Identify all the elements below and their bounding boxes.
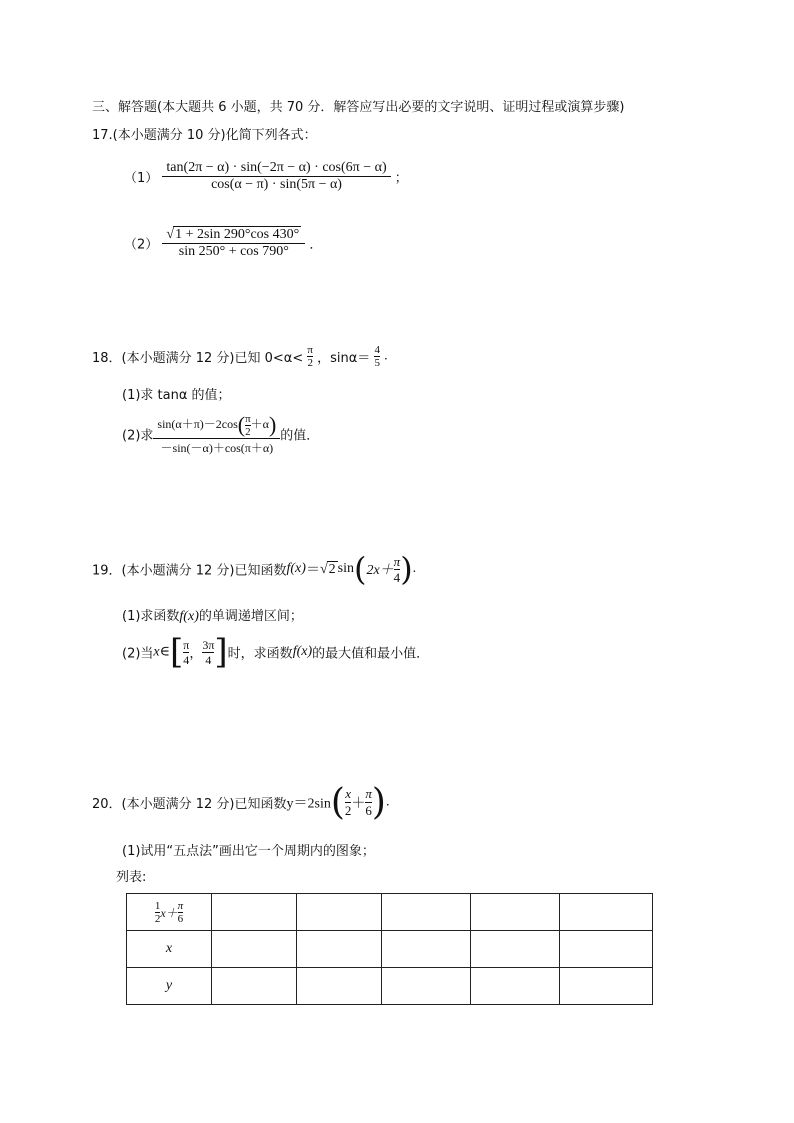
row-header-phase [127, 894, 212, 931]
q18-p2-label: (2)求 [122, 428, 154, 444]
table-cell[interactable] [297, 894, 382, 931]
table-cell[interactable] [212, 968, 297, 1005]
q18-four-fifths [374, 344, 380, 369]
q18-p2-fraction [153, 412, 280, 456]
q19-p2-a: (2)当 [122, 646, 154, 662]
table-cell[interactable] [471, 968, 560, 1005]
q19-four: 4 [393, 569, 401, 585]
table-cell[interactable] [560, 894, 653, 931]
q19-p2-b: 时，求函数 [227, 646, 293, 662]
q18-p2-pi: π [245, 412, 251, 425]
q20-x: x [345, 786, 352, 801]
row1-pi: π [177, 899, 184, 912]
table-cell[interactable] [471, 931, 560, 968]
q17-p1-denominator: cos(α − π) · sin(5π − α) [211, 177, 342, 192]
q19-p2-l-den: 4 [183, 652, 190, 667]
q19-part2: (2)当$x\in[\frac{\pi}{4}$，$\frac{3\pi}{4}$]时，求函数f(x)的最大值和最小值． [122, 632, 430, 672]
q19-p2-right [202, 638, 214, 667]
row1-half-den: 2 [154, 912, 161, 925]
q17-p1-numerator: tan(2π − α) · sin(−2π − α) · cos(6π − α) [166, 160, 387, 175]
q20-stem-end: . [385, 794, 390, 810]
q19-p2-r-num: 3π [202, 637, 215, 652]
q17-p1-label: （1） [124, 171, 159, 186]
q17-p1-end: ； [394, 171, 408, 186]
table-cell[interactable] [382, 894, 471, 931]
q18-p2-num-a: sin(α＋π)－2cos [157, 416, 238, 431]
row1-pi-over-6 [178, 900, 184, 925]
q20-pi: π [365, 786, 372, 801]
q17-stem: 17.(本小题满分 10 分)化简下列各式： [92, 128, 317, 143]
table-cell[interactable] [382, 968, 471, 1005]
q18-stem-end: . [384, 348, 388, 364]
q18-p2-num-b: ＋α [250, 416, 269, 431]
q19-p2-l-num: π [183, 637, 190, 652]
q17-p2-label: （2） [124, 237, 159, 253]
q19-p1-a: (1)求函数 [122, 609, 180, 624]
q19-stem: 19．(本小题满分 12 分)已知函数f(x)＝√2 $\sin(2x+\frac{\pi}{4})$. [92, 550, 417, 588]
q19-pi: π [393, 553, 401, 569]
q18-part2 [122, 412, 319, 456]
table-cell[interactable] [560, 968, 653, 1005]
q19-eq: ＝ [305, 563, 320, 578]
q18-stem-a: 18．(本小题满分 12 分)已知 0<α< [92, 351, 304, 366]
q18-stem-b: ，sinα＝ [317, 351, 371, 366]
q17-p1-fraction [162, 160, 390, 193]
row-header-y: y [127, 968, 212, 1005]
table-row [127, 968, 653, 1005]
table-cell[interactable] [212, 931, 297, 968]
q17-p2-radicand: 1 + 2sin 290°cos 430° [175, 227, 300, 242]
q18-stem [92, 344, 388, 369]
q18-p2-end: 的值． [280, 428, 320, 444]
table-cell[interactable] [382, 931, 471, 968]
q20-list-label: 列表: [116, 870, 147, 885]
q19-sqrt2: 2 [328, 561, 336, 577]
q18-pi-over-2 [307, 344, 313, 369]
q18-two: 2 [307, 357, 313, 369]
q20-part1: (1)试用“五点法”画出它一个周期内的图象； [122, 844, 375, 859]
table-cell[interactable] [297, 968, 382, 1005]
q17-part2 [124, 226, 322, 260]
table-row [127, 894, 653, 931]
q19-p2-fx: f(x) [292, 644, 313, 659]
q17-p2-fraction [162, 226, 305, 260]
q19-stem-end: . [412, 561, 417, 576]
q19-p1-fx: f(x) [179, 609, 199, 624]
row1-six: 6 [177, 912, 184, 925]
q19-p2-comma: ， [189, 646, 203, 662]
table-cell[interactable] [212, 894, 297, 931]
q19-p1-b: 的单调递增区间； [198, 609, 303, 624]
q17-p2-denominator: sin 250° + cos 790° [178, 244, 289, 259]
q20-six: 6 [365, 803, 372, 818]
row1-mid: x＋ [160, 905, 178, 920]
table-cell[interactable] [471, 894, 560, 931]
q20-stem: 20．(本小题满分 12 分)已知函数$y=2\sin(\frac{x}{2}+\frac{\pi}{6})$. [92, 782, 390, 823]
q18-pi: π [307, 344, 313, 356]
q17-part1 [124, 160, 408, 193]
q20-two: 2 [344, 803, 352, 818]
q18-p2-two: 2 [245, 425, 251, 438]
table-cell[interactable] [560, 931, 653, 968]
q19-inner: 2x＋ [366, 563, 394, 578]
q18-part1: (1)求 tanα 的值； [122, 388, 231, 403]
q18-p2-numerator: $\sin(\alpha+\pi)-2\cos(\frac{\pi}{2}+\alpha)$ [157, 412, 277, 438]
q18-five: 5 [374, 357, 380, 369]
row-header-x: x [127, 931, 212, 968]
five-point-table [126, 893, 653, 1005]
q19-fx: f(x) [286, 561, 306, 576]
q20-plus: ＋ [351, 796, 366, 812]
table-row [127, 931, 653, 968]
table-cell[interactable] [297, 931, 382, 968]
q20-y-eq: y＝2sin [286, 796, 331, 812]
q18-p2-denominator: －sin(－α)＋cos(π＋α) [160, 441, 274, 455]
section-heading: 三、解答题(本大题共 6 小题，共 70 分．解答应写出必要的文字说明、证明过程或演算步骤) [92, 100, 625, 115]
q18-four: 4 [374, 344, 380, 356]
q17-p2-numerator: √1 + 2sin 290°cos 430° [166, 227, 300, 242]
q19-p2-r-den: 4 [205, 652, 212, 667]
q19-sin: sin [337, 561, 354, 576]
q20-stem-a: 20．(本小题满分 12 分)已知函数 [92, 797, 287, 812]
q17-p2-end: ． [309, 237, 323, 253]
q19-p2-x: x∈ [153, 644, 170, 660]
q19-stem-a: 19．(本小题满分 12 分)已知函数 [92, 563, 287, 579]
row1-half-num: 1 [154, 899, 161, 912]
q19-p2-c: 的最大值和最小值． [312, 646, 430, 662]
q19-part1 [122, 605, 303, 625]
